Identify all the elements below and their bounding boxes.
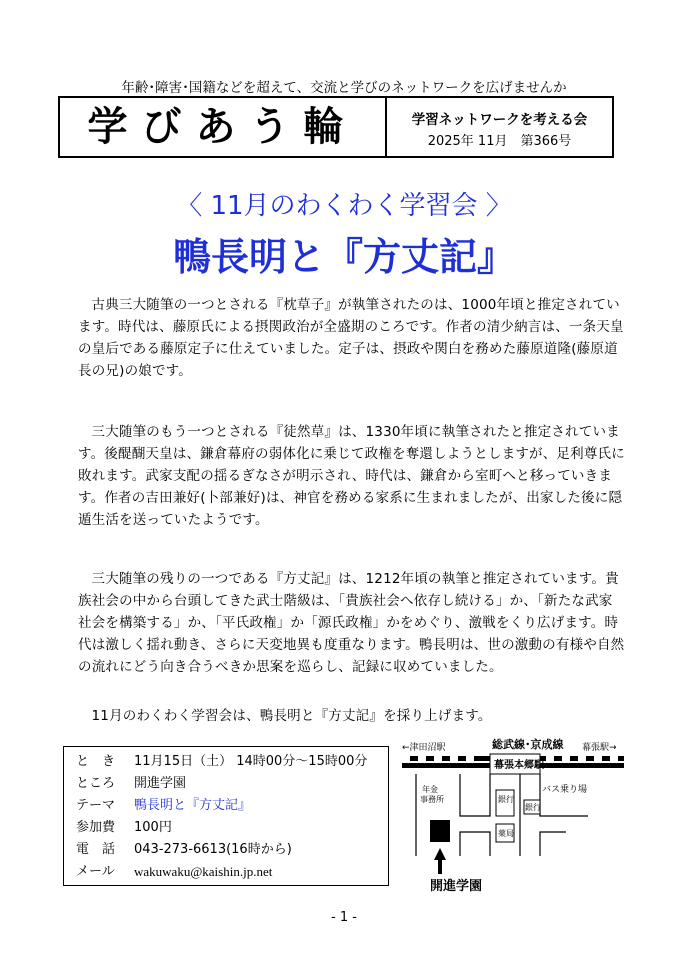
info-row-phone	[76, 839, 388, 861]
school-building	[430, 820, 450, 842]
info-row-fee	[76, 817, 388, 839]
info-row-place	[76, 773, 388, 795]
info-label: 参加費	[76, 820, 116, 835]
info-label: テーマ	[76, 798, 116, 813]
paragraph-announcement: 11月のわくわく学習会は、鴨長明と『方丈記』を採り上げます。	[91, 708, 492, 724]
map-label-station: 幕張本郷駅	[494, 760, 544, 771]
tagline: 年齢･障害･国籍などを超えて、交流と学びのネットワークを広げませんか	[121, 80, 567, 96]
map-label-makuhari: 幕張駅→	[582, 743, 617, 753]
info-label: ところ	[76, 776, 116, 791]
event-info-box	[63, 746, 389, 886]
map-label-school: 開進学園	[430, 879, 483, 894]
info-row-email	[76, 861, 388, 883]
email-link[interactable]: wakuwaku@kaishin.jp.net	[134, 864, 273, 879]
map-label-tsudanuma: ←津田沼駅	[402, 743, 446, 753]
svg-text:銀行: 銀行	[498, 795, 514, 804]
newsletter-logo: 学びあう輪	[87, 103, 358, 150]
info-row-theme	[76, 795, 388, 817]
info-value: 11月15日（土） 14時00分～15時00分	[134, 754, 368, 769]
issue-info: 2025年 11月 第366号	[427, 134, 572, 149]
map-label-nenkin-office: 事務所	[420, 795, 444, 804]
paragraph-tsurezure: 三大随筆のもう一つとされる『徒然草』は、1330年頃に執筆されたと推定されています。後醍醐天皇は、鎌倉幕府の弱体化に乗じて政権を奪還しようとしますが、足利尊氏に敗れます。武家支配の揺るぎなさが明示され、時代は、鎌倉から室町へと移っていきます。作者の吉田兼好(卜部兼好)は、神官を務める家系に生まれましたが、出家した後に隠遁生活を送っていたようです。	[78, 424, 625, 528]
info-label: 電 話	[76, 842, 116, 857]
info-label: メール	[76, 864, 115, 879]
info-value: 043-273-6613(16時から)	[134, 842, 292, 857]
svg-text:銀行: 銀行	[525, 803, 541, 812]
svg-text:薬局: 薬局	[498, 829, 514, 838]
pharmacy-icon	[496, 824, 514, 842]
map-label-line: 総武線･京成線	[492, 738, 564, 751]
newsletter-header	[58, 96, 614, 158]
paragraph-makura: 古典三大随筆の一つとされる『枕草子』が執筆されたのは、1000年頃と推定されています。時代は、藤原氏による摂関政治が全盛期のころです。作者の清少納言は、一条天皇の皇后である藤原定子に仕えていました。定子は、摂政や関白を務めた藤原道隆(藤原道長の兄)の娘です。	[78, 297, 624, 379]
bank-icon	[496, 790, 514, 816]
organization-name: 学習ネットワークを考える会	[411, 112, 588, 128]
arrow-up-icon	[434, 848, 446, 874]
bank-icon-2	[524, 800, 541, 814]
map-label-bus: バス乗り場	[542, 785, 588, 795]
info-value: 鴨長明と『方丈記』	[134, 798, 252, 813]
access-map	[398, 736, 628, 896]
map-label-nenkin: 年金	[422, 785, 438, 794]
info-label: と き	[76, 754, 116, 769]
info-value: 100円	[134, 820, 172, 835]
page-number: - 1 -	[331, 910, 357, 925]
info-value: 開進学園	[134, 776, 187, 791]
info-row-date	[76, 751, 388, 773]
page-title: 鴨長明と『方丈記』	[172, 235, 515, 279]
event-subtitle: 〈 11月のわくわく学習会 〉	[176, 191, 512, 221]
paragraph-hojoki: 三大随筆の残りの一つである『方丈記』は、1212年頃の執筆と推定されています。貴族社会の中から台頭してきた武士階級は、「貴族社会へ依存し続ける」か、「新たな武家社会を構築する」か、「平氏政権」か「源氏政権」かをめぐり、激戦をくり広げます。時代は激しく揺れ動き、さらに天変地異も度重なります。鴨長明は、世の激動の有様や自然の流れにどう向き合うべきか思案を巡らし、記録に収めていました。	[78, 571, 625, 675]
